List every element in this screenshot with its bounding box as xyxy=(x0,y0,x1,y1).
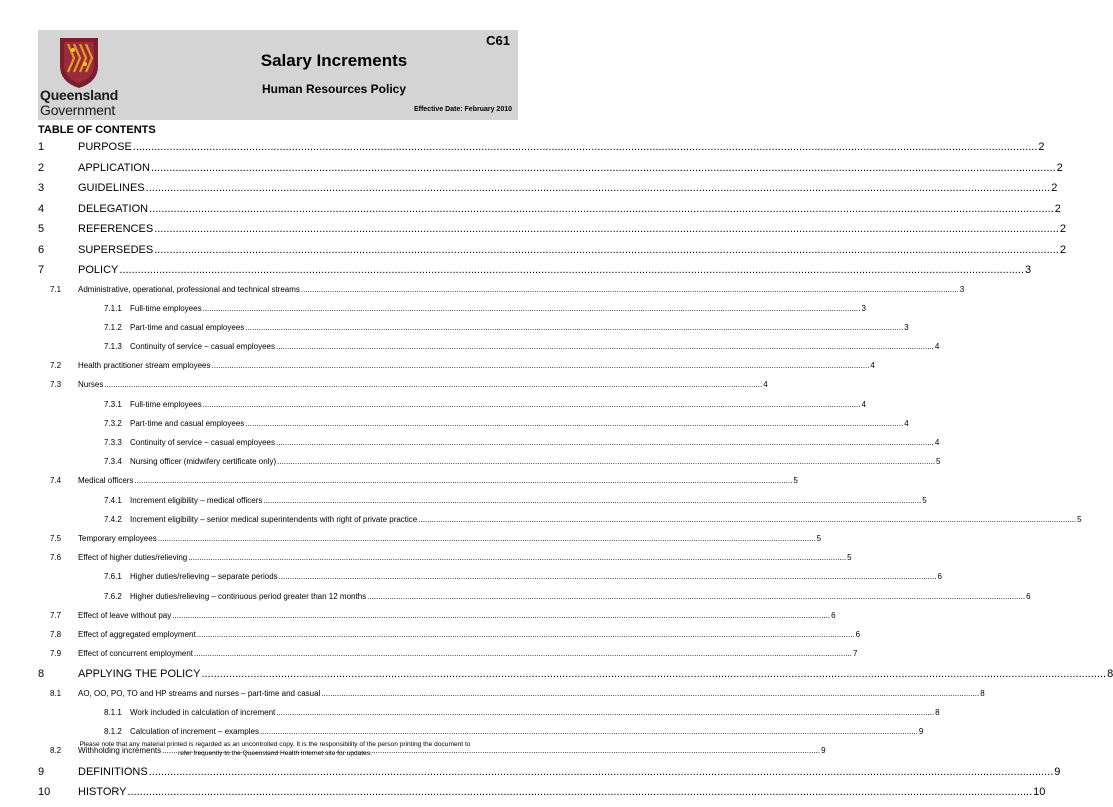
toc-entry-leader xyxy=(154,223,1059,235)
toc-entry-title: Work included in calculation of increment xyxy=(130,707,276,717)
toc-entry[interactable] xyxy=(38,141,1045,162)
toc-entry-leader xyxy=(245,323,903,332)
toc-entry-title: PURPOSE xyxy=(78,141,132,153)
toc-entry[interactable] xyxy=(38,707,940,727)
toc-entry-title: AO, OO, PO, TO and HP streams and nurses – part-time and casual xyxy=(78,688,321,698)
toc-entry-leader xyxy=(194,649,852,658)
toc-entry-leader xyxy=(151,162,1056,174)
toc-entry-title: GUIDELINES xyxy=(78,182,145,194)
toc-entry-number: 7.1.1 xyxy=(104,303,122,313)
queensland-government-logo xyxy=(40,34,138,118)
toc-entry-leader xyxy=(128,786,1033,798)
toc-entry-page: 5 xyxy=(793,476,798,486)
toc-entry-leader xyxy=(203,400,861,409)
toc-entry[interactable] xyxy=(38,361,875,380)
toc-entry-title: Nurses xyxy=(78,380,104,390)
toc-entry-leader xyxy=(149,766,1054,778)
table-of-contents xyxy=(38,141,1113,807)
toc-entry[interactable] xyxy=(38,303,866,323)
toc-entry-number: 7.4.1 xyxy=(104,495,122,505)
toc-entry-number: 7.1 xyxy=(50,284,62,294)
toc-entry-title: Continuity of service – casual employees xyxy=(130,438,275,447)
toc-entry-leader xyxy=(146,182,1051,194)
toc-entry-page: 4 xyxy=(904,418,909,428)
toc-entry-page: 5 xyxy=(922,495,927,505)
toc-entry-number: 8.2 xyxy=(50,746,62,756)
toc-entry-number: 7.3.4 xyxy=(104,457,122,467)
toc-entry-number: 7.3.2 xyxy=(104,418,122,428)
toc-entry-leader xyxy=(172,611,830,620)
toc-entry-leader xyxy=(197,630,855,639)
footer-disclaimer xyxy=(40,740,510,758)
toc-entry-number: 10 xyxy=(38,786,51,798)
toc-entry-page: 3 xyxy=(1024,264,1032,276)
toc-entry-page: 6 xyxy=(855,629,861,639)
toc-entry-title: DEFINITIONS xyxy=(78,765,148,778)
toc-entry-title: Withholding increments xyxy=(78,746,162,756)
toc-entry[interactable] xyxy=(38,476,798,495)
toc-entry[interactable] xyxy=(38,553,852,572)
toc-entry-leader xyxy=(188,553,846,562)
toc-entry-page: 6 xyxy=(937,572,942,582)
toc-entry-number: 8.1 xyxy=(50,688,62,698)
toc-entry-number: 7.1.2 xyxy=(104,322,122,332)
toc-entry-page: 9 xyxy=(821,746,826,756)
toc-entry-leader xyxy=(263,496,921,505)
toc-entry-number: 7.5 xyxy=(50,533,62,543)
toc-entry-number: 7.1.3 xyxy=(104,342,122,352)
toc-entry[interactable] xyxy=(38,243,1066,265)
toc-entry-title: Effect of leave without pay xyxy=(78,610,172,620)
toc-entry[interactable] xyxy=(38,418,909,438)
toc-entry-title: Continuity of service – casual employees xyxy=(130,342,275,352)
toc-entry[interactable] xyxy=(38,649,858,668)
toc-entry-number: 8.1.1 xyxy=(104,707,122,717)
toc-entry[interactable] xyxy=(38,572,942,591)
toc-entry-page: 2 xyxy=(1038,141,1045,153)
toc-entry-title: Calculation of increment – examples xyxy=(130,727,259,737)
toc-entry-title: Part-time and casual employees xyxy=(130,418,245,428)
toc-entry-number: 7.6.2 xyxy=(104,591,122,601)
toc-entry-page: 4 xyxy=(934,342,940,352)
toc-entry-title: POLICY xyxy=(78,264,119,276)
toc-entry-number: 6 xyxy=(38,243,45,256)
toc-entry-title: Full-time employees xyxy=(130,399,202,409)
toc-entry-leader xyxy=(321,689,979,698)
toc-entry[interactable] xyxy=(38,264,1032,285)
toc-entry-title: Effect of higher duties/relieving xyxy=(78,553,188,563)
toc-entry-leader xyxy=(277,457,935,466)
toc-entry-number: 7.6 xyxy=(50,553,62,563)
toc-entry-page: 4 xyxy=(934,438,940,447)
toc-entry-title: HISTORY xyxy=(78,786,127,798)
toc-entry-number: 7.3.3 xyxy=(104,438,122,447)
toc-entry-number: 4 xyxy=(38,202,45,215)
toc-entry-leader xyxy=(134,476,792,485)
toc-entry-title: Effect of concurrent employment xyxy=(78,649,194,659)
toc-entry-page: 5 xyxy=(936,457,941,467)
toc-entry-leader xyxy=(276,708,934,717)
toc-entry-page: 2 xyxy=(1054,202,1061,215)
toc-entry-number: 7.3.1 xyxy=(104,399,122,409)
toc-entry[interactable] xyxy=(38,533,822,553)
toc-entry-leader xyxy=(201,668,1106,680)
toc-entry-page: 3 xyxy=(959,284,965,294)
effective-date: Effective Date: February 2010 xyxy=(413,106,512,113)
toc-entry[interactable] xyxy=(38,182,1058,203)
toc-entry[interactable] xyxy=(38,161,1063,183)
toc-entry-number: 7.8 xyxy=(50,629,62,639)
footer-line-2: refer frequently to the Queensland Health Internet site for updates. xyxy=(178,750,372,757)
toc-entry-title: Temporary employees xyxy=(78,533,157,543)
toc-entry-leader xyxy=(260,727,918,736)
toc-entry[interactable] xyxy=(38,591,1031,611)
toc-entry-leader xyxy=(301,285,959,294)
toc-entry-page: 5 xyxy=(847,553,852,563)
toc-entry[interactable] xyxy=(38,322,909,342)
toc-entry-number: 1 xyxy=(38,141,45,153)
toc-entry-leader xyxy=(212,361,870,370)
toc-entry-number: 7.6.1 xyxy=(104,572,122,582)
toc-entry[interactable] xyxy=(38,668,1113,689)
toc-entry-page: 3 xyxy=(904,322,909,332)
toc-entry[interactable] xyxy=(38,495,927,515)
toc-entry-title: REFERENCES xyxy=(78,223,154,235)
toc-entry-page: 4 xyxy=(763,380,768,390)
toc-entry-title: Increment eligibility – medical officers xyxy=(130,495,263,505)
toc-entry-number: 7 xyxy=(38,264,45,276)
toc-entry-page: 10 xyxy=(1033,786,1046,798)
toc-entry[interactable] xyxy=(38,765,1061,787)
toc-entry[interactable] xyxy=(38,457,941,476)
document-title: Salary Increments xyxy=(260,51,408,70)
toc-entry-page: 4 xyxy=(870,361,875,371)
toc-entry-page: 2 xyxy=(1051,182,1058,194)
toc-entry-number: 3 xyxy=(38,182,45,194)
toc-entry-number: 7.4 xyxy=(50,476,62,486)
logo-text-government: Government xyxy=(40,102,116,118)
toc-entry[interactable] xyxy=(38,688,985,708)
document-code: C61 xyxy=(486,33,510,48)
toc-entry-number: 2 xyxy=(38,161,45,174)
toc-entry-title: SUPERSEDES xyxy=(78,243,154,256)
logo-text-queensland: Queensland xyxy=(40,87,119,103)
toc-entry-page: 2 xyxy=(1059,223,1066,235)
toc-entry-title: Increment eligibility – senior medical superintendents with right of private practice xyxy=(130,514,418,524)
toc-entry-leader xyxy=(276,342,934,351)
toc-entry-page: 8 xyxy=(1107,668,1113,681)
toc-entry-leader xyxy=(133,141,1038,153)
toc-entry-leader xyxy=(154,244,1059,256)
toc-entry[interactable] xyxy=(38,399,866,419)
toc-entry[interactable] xyxy=(38,202,1061,224)
toc-entry[interactable] xyxy=(38,610,836,630)
toc-entry-page: 9 xyxy=(1054,765,1061,778)
toc-entry[interactable] xyxy=(38,629,861,649)
toc-entry-title: DELEGATION xyxy=(78,202,149,215)
toc-entry-number: 8.1.2 xyxy=(104,727,122,737)
toc-entry-title: APPLYING THE POLICY xyxy=(78,668,201,681)
toc-entry-number: 5 xyxy=(38,223,45,235)
toc-entry-title: Health practitioner stream employees xyxy=(78,361,211,371)
toc-entry-title: Effect of aggregated employment xyxy=(78,629,196,639)
toc-entry-page: 2 xyxy=(1056,161,1063,174)
toc-entry-number: 8 xyxy=(38,668,45,681)
toc-entry-page: 9 xyxy=(918,727,924,737)
crest-icon xyxy=(40,34,138,88)
toc-entry-leader xyxy=(418,515,1076,524)
document-subtitle: Human Resources Policy xyxy=(261,82,407,96)
toc-entry-page: 8 xyxy=(980,688,985,698)
toc-entry[interactable] xyxy=(38,223,1066,244)
toc-entry-page: 8 xyxy=(935,707,940,717)
toc-entry[interactable] xyxy=(38,514,1082,534)
toc-entry-title: Administrative, operational, professional and technical streams xyxy=(78,284,300,294)
toc-heading: TABLE OF CONTENTS xyxy=(38,124,156,136)
toc-entry-page: 2 xyxy=(1059,243,1066,256)
toc-entry[interactable] xyxy=(38,284,965,304)
toc-entry-title: Nursing officer (midwifery certificate only) xyxy=(130,457,277,467)
toc-entry-title: Part-time and casual employees xyxy=(130,322,245,332)
toc-entry-page: 3 xyxy=(861,303,866,313)
toc-entry-page: 7 xyxy=(852,649,858,659)
toc-entry-number: 7.7 xyxy=(50,610,62,620)
toc-entry-number: 9 xyxy=(38,765,45,778)
toc-entry-number: 7.3 xyxy=(50,380,62,390)
toc-entry-page: 6 xyxy=(831,610,836,620)
toc-entry-title: APPLICATION xyxy=(78,161,150,174)
toc-entry-leader xyxy=(203,304,861,313)
toc-entry[interactable] xyxy=(38,380,768,399)
toc-entry-title: Higher duties/relieving – separate periods xyxy=(130,572,278,582)
toc-entry[interactable] xyxy=(38,438,940,457)
toc-entry-leader xyxy=(279,572,937,581)
toc-entry-number: 7.9 xyxy=(50,649,62,659)
toc-entry-number: 7.2 xyxy=(50,361,62,371)
toc-entry-page: 4 xyxy=(861,399,866,409)
toc-entry-title: Medical officers xyxy=(78,476,134,486)
toc-entry-leader xyxy=(158,534,816,543)
toc-entry-title: Higher duties/relieving – continuous period greater than 12 months xyxy=(130,591,367,601)
toc-entry-page: 6 xyxy=(1026,591,1031,601)
toc-entry-leader xyxy=(245,419,903,428)
footer-line-1: Please note that any material printed is regarded as an uncontrolled copy. It is the responsibility of the person printing the document to xyxy=(79,741,471,748)
toc-entry-leader xyxy=(119,264,1024,276)
toc-entry-leader xyxy=(276,438,934,447)
toc-entry-leader xyxy=(104,380,762,389)
toc-entry-page: 5 xyxy=(816,533,822,543)
toc-entry[interactable] xyxy=(38,786,1046,807)
toc-entry-title: Full-time employees xyxy=(130,303,202,313)
document-header xyxy=(38,30,518,120)
toc-entry-number: 7.4.2 xyxy=(104,514,122,524)
toc-entry-leader xyxy=(367,592,1025,601)
toc-entry-page: 5 xyxy=(1077,514,1082,524)
toc-entry[interactable] xyxy=(38,342,940,361)
toc-entry-leader xyxy=(149,203,1054,215)
